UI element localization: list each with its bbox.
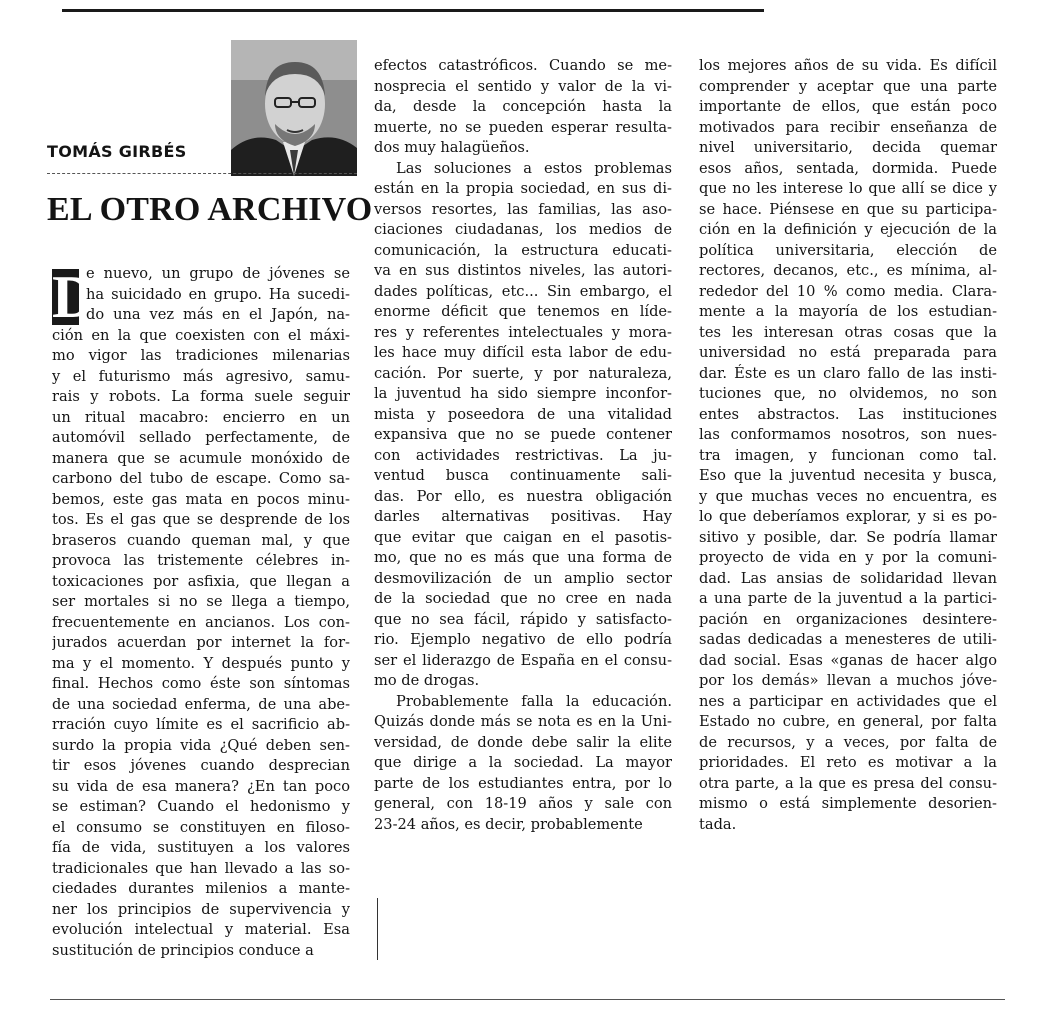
text-line: ciedades durantes milenios a mante-: [52, 880, 350, 897]
text-line: esos años, sentada, dormida. Puede: [699, 159, 997, 177]
headline: EL OTRO ARCHIVO: [47, 191, 373, 228]
text-line: dad social. Esas «ganas de hacer algo: [699, 651, 997, 669]
text-line: dades políticas, etc... Sin embargo, el: [374, 282, 672, 300]
text-line: se hace. Piénsese en que su participa-: [699, 200, 997, 218]
text-line: están en la propia sociedad, en sus di-: [374, 180, 672, 197]
text-line: Las soluciones a estos problemas: [396, 159, 672, 177]
text-line: pación en organizaciones desintere-: [699, 610, 997, 628]
byline: TOMÁS GIRBÉS: [47, 142, 187, 161]
text-line: mismo o está simplemente desorien-: [699, 795, 997, 812]
text-line: frecuentemente en ancianos. Los con-: [52, 613, 350, 631]
text-line: que dirige a la sociedad. La mayor: [374, 754, 672, 771]
text-line: rededor del 10 % como media. Clara-: [699, 282, 997, 300]
text-line: do una vez más en el Japón, na-: [86, 306, 350, 323]
dropcap: D: [52, 264, 96, 330]
text-line: otra parte, a la que es presa del consu-: [699, 774, 997, 792]
text-line: sitivo y posible, dar. Se podría llamar: [699, 528, 997, 546]
text-line: lo que deberíamos explorar, y si es po-: [699, 508, 997, 525]
text-line: les hace muy difícil esta labor de edu-: [374, 344, 672, 361]
text-line: res y referentes intelectuales y mora-: [374, 323, 672, 341]
text-line: final. Hechos como éste son síntomas: [52, 675, 350, 692]
text-line: ción en la definición y ejecución de la: [699, 221, 997, 238]
text-line: mo de drogas.: [374, 672, 480, 689]
text-line: 23-24 años, es decir, probablemente: [374, 815, 643, 833]
text-line: tra imagen, y funcionan como tal.: [699, 446, 997, 464]
text-line: Estado no cubre, en general, por falta: [699, 713, 997, 730]
text-line: mente a la mayoría de los estudian-: [699, 303, 997, 320]
text-line: ma y el momento. Y después punto y: [52, 654, 350, 672]
text-line: general, con 18-19 años y sale con: [374, 795, 672, 812]
column-3: [699, 56, 997, 835]
text-line: rio. Ejemplo negativo de ello podría: [374, 631, 672, 648]
text-line: carbono del tubo de escape. Como sa-: [52, 470, 350, 487]
text-line: comprender y aceptar que una parte: [699, 77, 997, 95]
text-line: ha suicidado en grupo. Ha sucedi-: [86, 285, 350, 303]
column-separator: [377, 898, 378, 960]
text-line: comunicación, la estructura educati-: [374, 241, 672, 259]
text-line: efectos catastróficos. Cuando se me-: [374, 57, 672, 74]
text-line: tir esos jóvenes cuando desprecian: [52, 757, 350, 774]
author-photo: [231, 40, 357, 176]
text-line: dos muy halagüeños.: [374, 139, 530, 156]
text-line: que evitar que caigan en el pasotis-: [374, 528, 672, 546]
text-line: la juventud ha sido siempre inconfor-: [374, 385, 672, 402]
text-line: e nuevo, un grupo de jóvenes se: [86, 265, 350, 282]
text-line: ser el liderazgo de España en el consu-: [374, 651, 672, 669]
text-line: jurados acuerdan por internet la for-: [52, 634, 350, 651]
text-line: el consumo se constituyen en filoso-: [52, 818, 350, 836]
text-line: prioridades. El reto es motivar a la: [699, 754, 997, 771]
text-line: se estiman? Cuando el hedonismo y: [52, 798, 350, 815]
text-line: mista y poseedora de una vitalidad: [374, 405, 672, 423]
text-line: muerte, no se pueden esperar resulta-: [374, 118, 672, 136]
text-line: toxicaciones por asfixia, que llegan a: [52, 572, 350, 590]
text-line: universidad no está preparada para: [699, 344, 997, 361]
text-line: política universitaria, elección de: [699, 241, 997, 259]
text-line: mo vigor las tradiciones milenarias: [52, 347, 350, 364]
text-line: tes les interesan otras cosas que la: [699, 323, 997, 341]
column-2: [374, 56, 672, 835]
text-line: parte de los estudiantes entra, por lo: [374, 774, 672, 792]
text-line: ner los principios de supervivencia y: [52, 900, 350, 918]
text-line: motivados para recibir enseñanza de: [699, 118, 997, 136]
text-line: desmovilización de un amplio sector: [374, 569, 672, 587]
bottom-rule: [50, 999, 1005, 1000]
dashed-rule: [47, 173, 357, 174]
text-line: tradicionales que han llevado a las so-: [52, 859, 350, 877]
text-line: Probablemente falla la educación.: [396, 692, 672, 710]
text-line: entes abstractos. Las instituciones: [699, 405, 997, 423]
text-line: un ritual macabro: encierro en un: [52, 408, 350, 426]
text-line: expansiva que no se puede contener: [374, 426, 672, 443]
text-line: rración cuyo límite es el sacrificio ab-: [52, 716, 350, 733]
text-line: da, desde la concepción hasta la: [374, 98, 672, 115]
text-line: y el futurismo más agresivo, samu-: [52, 367, 350, 385]
text-line: de la sociedad que no cree en nada: [374, 590, 672, 607]
text-line: Eso que la juventud necesita y busca,: [699, 467, 997, 484]
text-line: proyecto de vida en y por la comuni-: [699, 549, 997, 566]
text-line: sustitución de principios conduce a: [52, 941, 314, 959]
text-line: que no les interese lo que allí se dice y: [699, 180, 997, 197]
text-line: los mejores años de su vida. Es difícil: [699, 57, 997, 74]
text-line: Quizás donde más se nota es en la Uni-: [374, 713, 672, 730]
text-line: va en sus distintos niveles, las autori-: [374, 262, 672, 279]
text-line: las conformamos nosotros, son nues-: [699, 426, 997, 443]
text-line: bemos, este gas mata en pocos minu-: [52, 490, 350, 508]
text-line: rectores, decanos, etc., es mínima, al-: [699, 262, 997, 279]
text-line: das. Por ello, es nuestra obligación: [374, 487, 672, 505]
text-line: ción en la que coexisten con el máxi-: [52, 326, 350, 344]
text-line: sadas dedicadas a menesteres de utili-: [699, 631, 997, 648]
text-line: ciaciones ciudadanas, los medios de: [374, 221, 672, 238]
text-line: ser mortales si no se llega a tiempo,: [52, 593, 350, 610]
text-line: con actividades restrictivas. La ju-: [374, 446, 672, 464]
text-line: ventud busca continuamente sali-: [374, 467, 672, 484]
text-line: por los demás» llevan a muchos jóve-: [699, 672, 997, 689]
text-line: nosprecia el sentido y valor de la vi-: [374, 77, 672, 95]
text-line: enorme déficit que tenemos en líde-: [374, 303, 672, 320]
text-line: fía de vida, sustituyen a los valores: [52, 839, 350, 856]
text-line: y que muchas veces no encuentra, es: [699, 487, 997, 505]
text-line: que no sea fácil, rápido y satisfacto-: [374, 610, 672, 628]
text-line: importante de ellos, que están poco: [699, 98, 997, 115]
text-line: evolución intelectual y material. Esa: [52, 921, 350, 938]
text-line: su vida de esa manera? ¿En tan poco: [52, 777, 350, 795]
text-line: rais y robots. La forma suele seguir: [52, 388, 350, 405]
text-line: mo, que no es más que una forma de: [374, 549, 672, 566]
text-line: dad. Las ansias de solidaridad llevan: [699, 569, 997, 587]
text-line: tos. Es el gas que se desprende de los: [52, 511, 350, 528]
text-line: versos resortes, las familias, las aso-: [374, 200, 672, 218]
text-line: dar. Éste es un claro fallo de las insti-: [699, 364, 997, 382]
text-line: braseros cuando queman mal, y que: [52, 531, 350, 549]
text-line: surdo la propia vida ¿Qué deben sen-: [52, 736, 350, 754]
text-line: tuciones que, no olvidemos, no son: [699, 385, 997, 402]
column-1: [52, 264, 350, 961]
text-line: provoca las tristemente célebres in-: [52, 552, 350, 569]
top-rule: [62, 9, 764, 12]
text-line: automóvil sellado perfectamente, de: [52, 429, 350, 446]
text-line: a una parte de la juventud a la partici-: [699, 590, 997, 607]
text-line: darles alternativas positivas. Hay: [374, 508, 672, 525]
text-line: manera que se acumule monóxido de: [52, 449, 350, 467]
text-line: nes a participar en actividades que el: [699, 692, 997, 710]
text-line: nivel universitario, decida quemar: [699, 139, 997, 156]
text-line: de recursos, y a veces, por falta de: [699, 733, 997, 751]
text-line: tada.: [699, 815, 737, 833]
text-line: de una sociedad enferma, de una abe-: [52, 695, 350, 713]
text-line: versidad, de donde debe salir la elite: [374, 733, 672, 751]
text-line: cación. Por suerte, y por naturaleza,: [374, 364, 672, 382]
